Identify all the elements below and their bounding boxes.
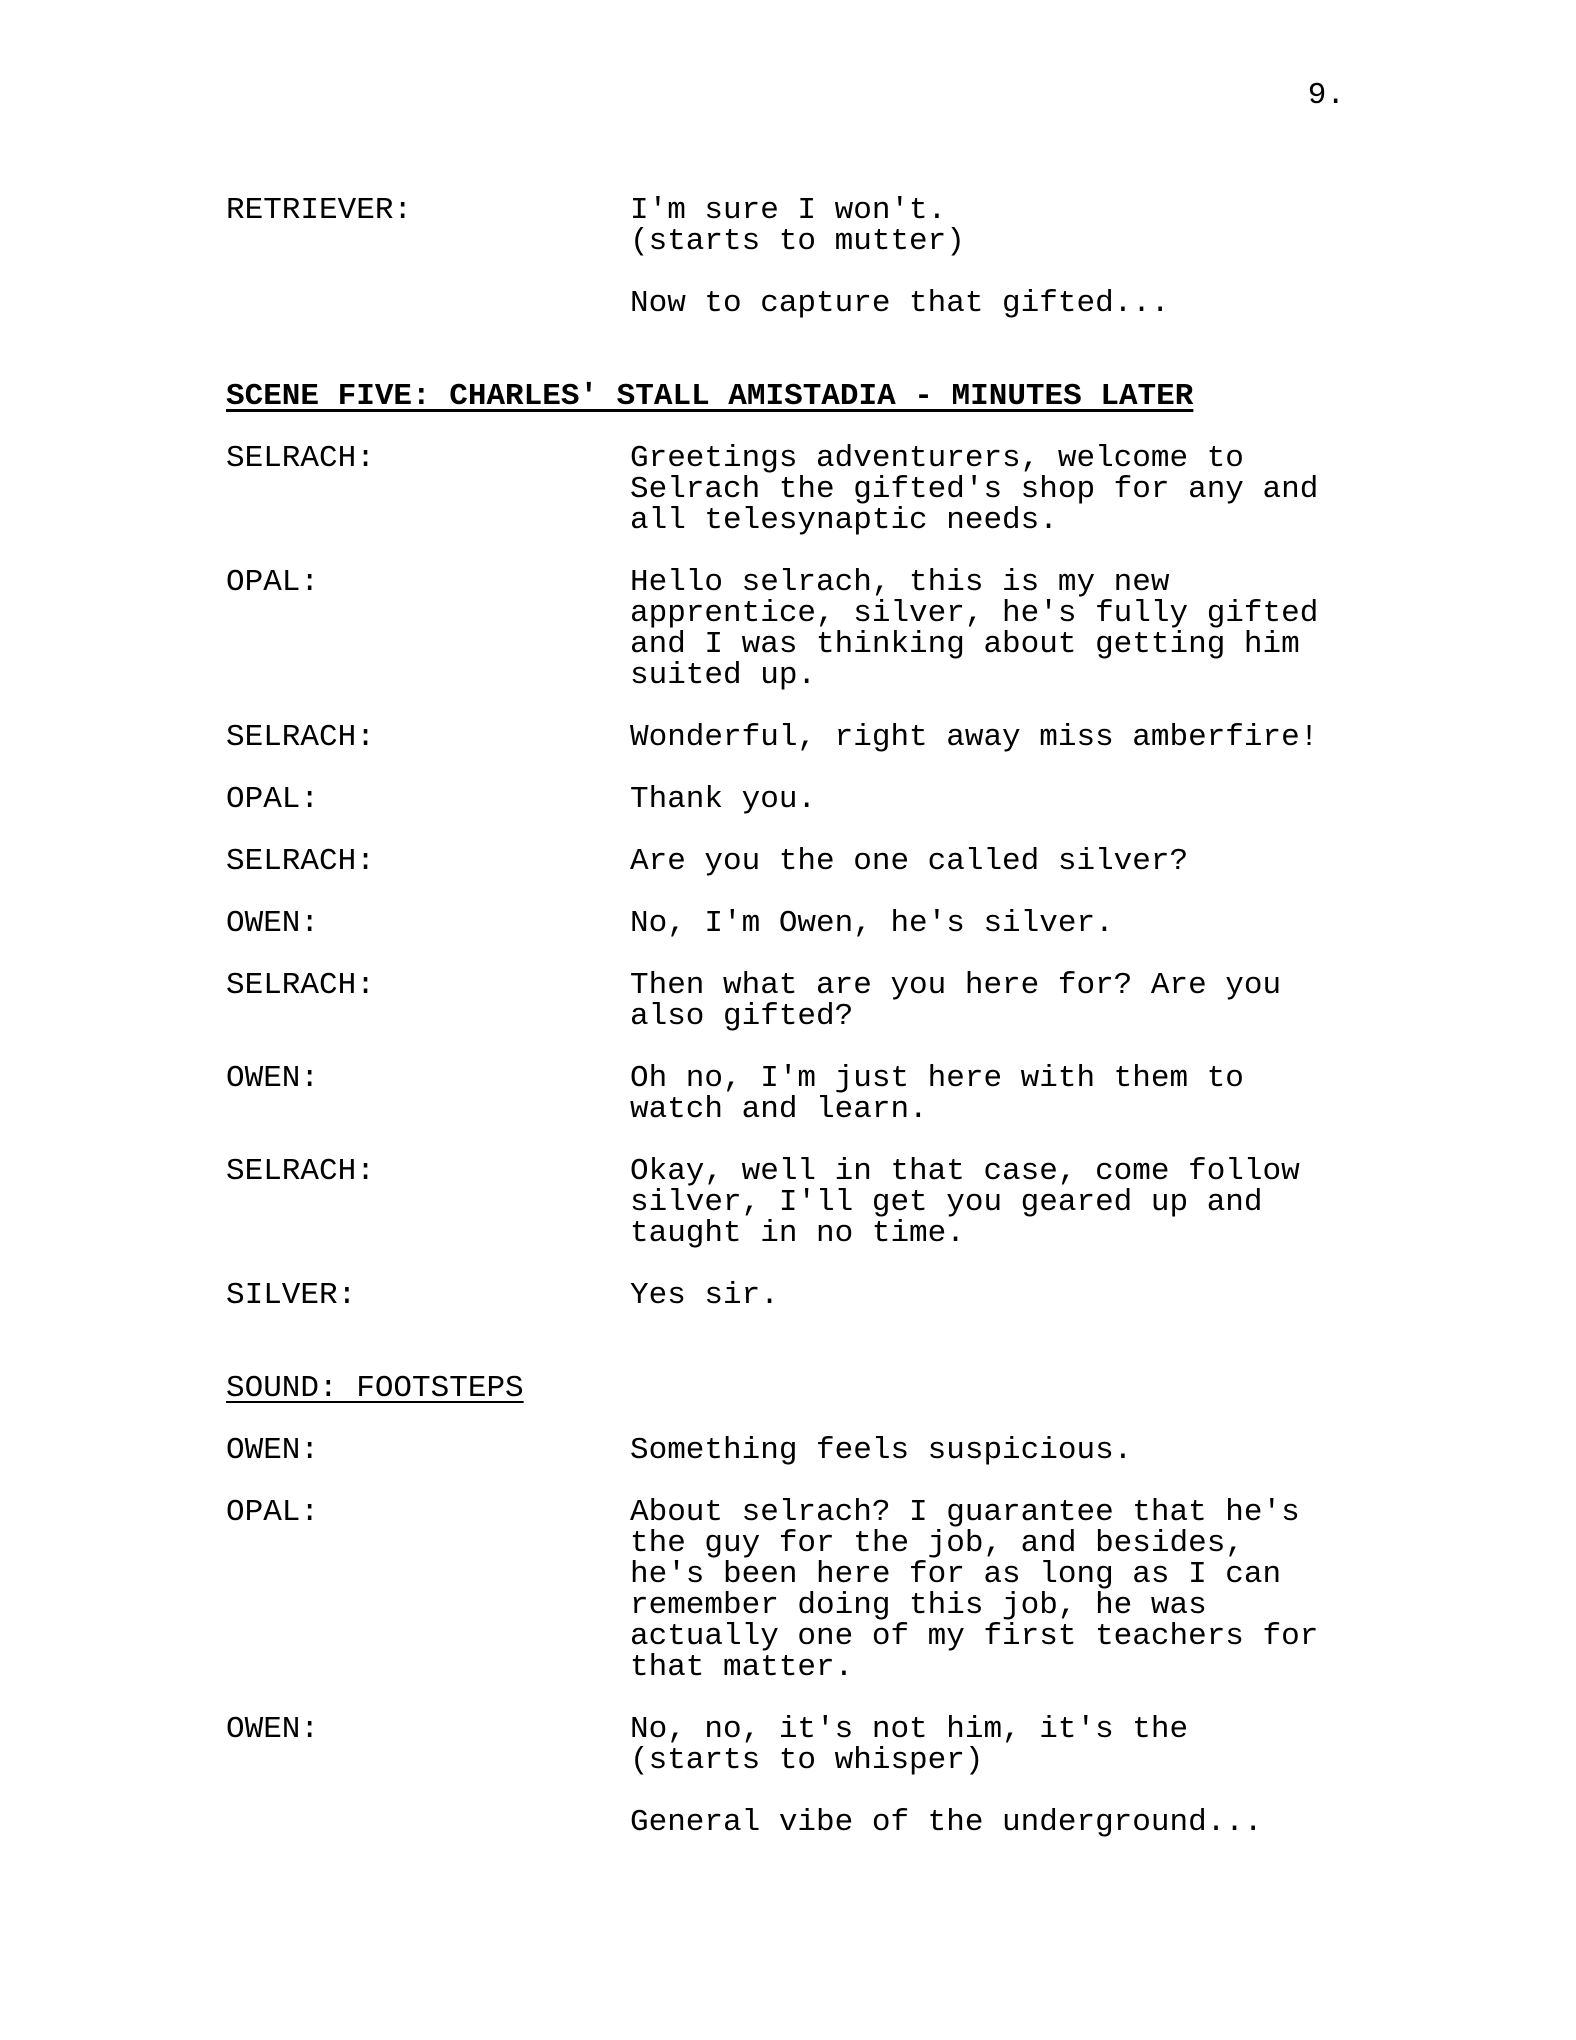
page-number: 9. — [1307, 78, 1345, 113]
speaker-label: SILVER: — [226, 1278, 357, 1313]
dialogue-line: Thank you. — [630, 782, 817, 817]
sound-cue-text: SOUND: FOOTSTEPS — [226, 1371, 524, 1406]
scene-heading-text: SCENE FIVE: CHARLES' STALL AMISTADIA - MINUTES LATER — [226, 379, 1194, 414]
dialogue-block — [226, 908, 1345, 939]
speaker-label: RETRIEVER: — [226, 193, 413, 228]
dialogue-line: actually one of my first teachers for — [630, 1619, 1319, 1654]
sound-cue — [226, 1373, 1345, 1404]
dialogue-lines — [630, 908, 1345, 939]
dialogue-line: watch and learn. — [630, 1092, 928, 1127]
speaker-label: OPAL: — [226, 1495, 320, 1530]
speaker-label: SELRACH: — [226, 968, 375, 1003]
dialogue-line: Wonderful, right away miss amberfire! — [630, 720, 1319, 755]
dialogue-line: taught in no time. — [630, 1216, 965, 1251]
dialogue-block — [226, 1280, 1345, 1311]
dialogue-line: Then what are you here for? Are you — [630, 968, 1282, 1003]
dialogue-line: Hello selrach, this is my new — [630, 565, 1170, 600]
dialogue-block — [226, 1435, 1345, 1466]
dialogue-block — [226, 970, 1345, 1032]
dialogue-lines — [630, 784, 1345, 815]
speaker-label: SELRACH: — [226, 441, 375, 476]
speaker-label: SELRACH: — [226, 1154, 375, 1189]
dialogue-line: silver, I'll get you geared up and — [630, 1185, 1263, 1220]
scene-heading — [226, 381, 1345, 412]
dialogue-line: he's been here for as long as I can — [630, 1557, 1282, 1592]
dialogue-line: (starts to mutter) — [630, 224, 965, 259]
dialogue-lines — [630, 722, 1345, 753]
dialogue-line: Yes sir. — [630, 1278, 779, 1313]
dialogue-lines — [630, 443, 1345, 536]
dialogue-line: that matter. — [630, 1650, 854, 1685]
dialogue-block — [226, 722, 1345, 753]
speaker-label: SELRACH: — [226, 720, 375, 755]
dialogue-line: Okay, well in that case, come follow — [630, 1154, 1300, 1189]
speaker-label: OWEN: — [226, 1433, 320, 1468]
dialogue-line: and I was thinking about getting him — [630, 627, 1300, 662]
dialogue-block — [226, 195, 1345, 319]
dialogue-line — [630, 257, 1345, 288]
dialogue-lines — [630, 970, 1345, 1032]
speaker-label: SELRACH: — [226, 844, 375, 879]
dialogue-block — [226, 784, 1345, 815]
dialogue-lines — [630, 1156, 1345, 1249]
dialogue-line: Now to capture that gifted... — [630, 286, 1170, 321]
speaker-label: OWEN: — [226, 906, 320, 941]
dialogue-block — [226, 567, 1345, 691]
dialogue-lines — [630, 1714, 1345, 1838]
dialogue-line: apprentice, silver, he's fully gifted — [630, 596, 1319, 631]
dialogue-line: General vibe of the underground... — [630, 1805, 1263, 1840]
dialogue-line — [630, 1776, 1345, 1807]
dialogue-block — [226, 1063, 1345, 1125]
dialogue-lines — [630, 1280, 1345, 1311]
dialogue-line: remember doing this job, he was — [630, 1588, 1207, 1623]
dialogue-line: Greetings adventurers, welcome to — [630, 441, 1244, 476]
dialogue-line: also gifted? — [630, 999, 854, 1034]
dialogue-lines — [630, 567, 1345, 691]
dialogue-line: all telesynaptic needs. — [630, 503, 1058, 538]
dialogue-lines — [630, 1063, 1345, 1125]
dialogue-line: About selrach? I guarantee that he's — [630, 1495, 1300, 1530]
script-body — [226, 195, 1345, 1838]
dialogue-block — [226, 846, 1345, 877]
speaker-label: OPAL: — [226, 782, 320, 817]
dialogue-lines — [630, 195, 1345, 319]
speaker-label: OWEN: — [226, 1712, 320, 1747]
dialogue-block — [226, 443, 1345, 536]
dialogue-lines — [630, 846, 1345, 877]
dialogue-block — [226, 1497, 1345, 1683]
dialogue-line: suited up. — [630, 658, 817, 693]
dialogue-block — [226, 1156, 1345, 1249]
dialogue-line: the guy for the job, and besides, — [630, 1526, 1244, 1561]
dialogue-line: Something feels suspicious. — [630, 1433, 1133, 1468]
dialogue-line: Are you the one called silver? — [630, 844, 1189, 879]
speaker-label: OPAL: — [226, 565, 320, 600]
dialogue-line: Oh no, I'm just here with them to — [630, 1061, 1244, 1096]
dialogue-line: (starts to whisper) — [630, 1743, 984, 1778]
speaker-label: OWEN: — [226, 1061, 320, 1096]
dialogue-lines — [630, 1497, 1345, 1683]
dialogue-line: No, no, it's not him, it's the — [630, 1712, 1189, 1747]
dialogue-block — [226, 1714, 1345, 1838]
dialogue-line: No, I'm Owen, he's silver. — [630, 906, 1114, 941]
dialogue-line: I'm sure I won't. — [630, 193, 947, 228]
dialogue-lines — [630, 1435, 1345, 1466]
dialogue-line: Selrach the gifted's shop for any and — [630, 472, 1319, 507]
